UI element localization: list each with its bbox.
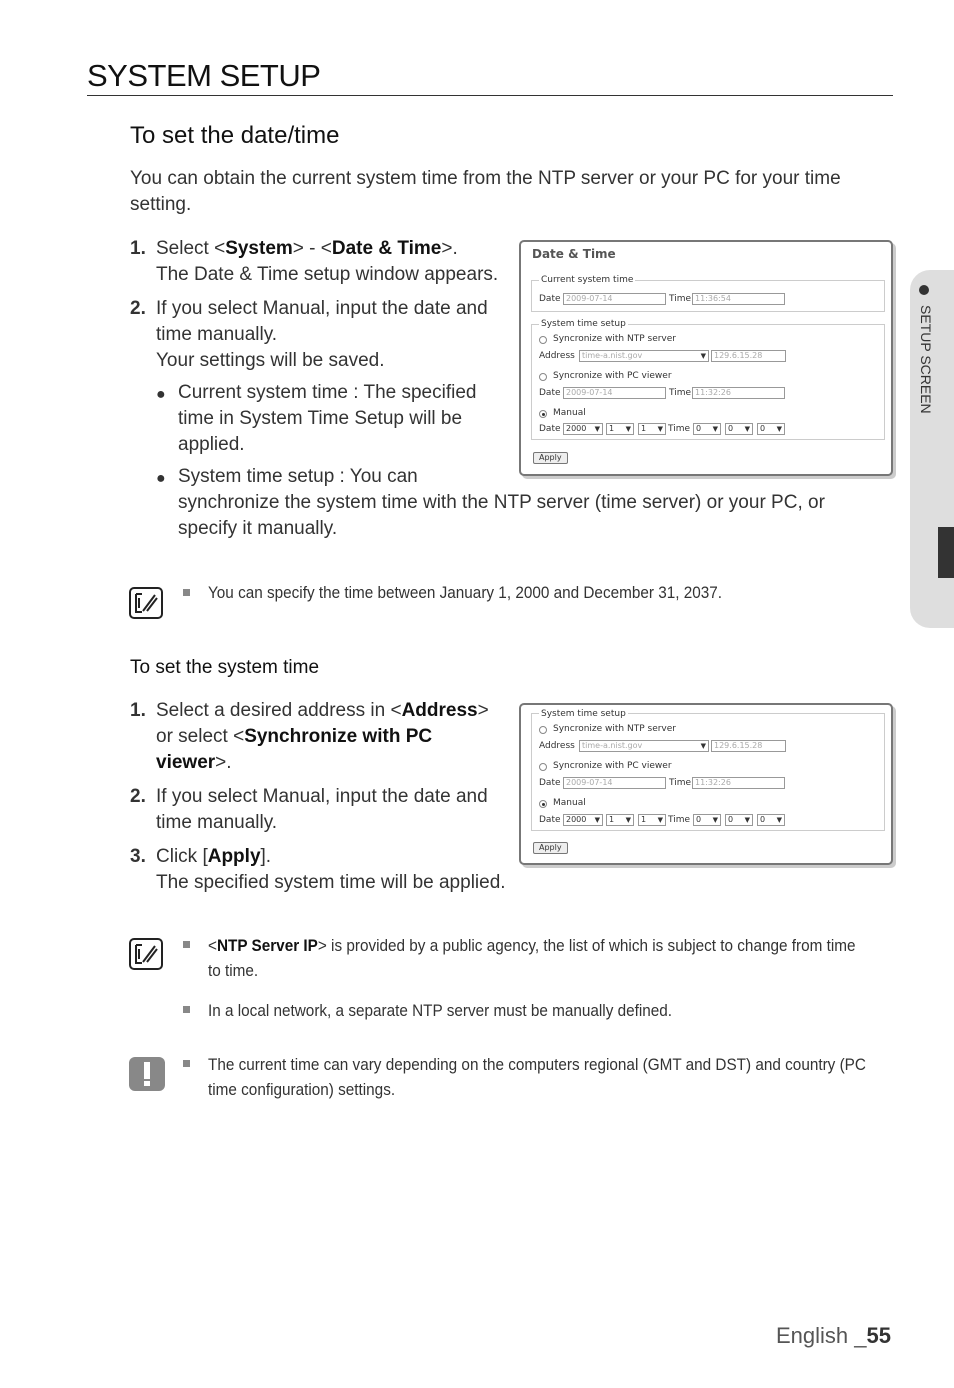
manual-label: Manual (553, 798, 586, 808)
step-number: 1. (130, 700, 146, 721)
step-text: Click [Apply]. (156, 846, 272, 867)
step-text: Your settings will be saved. (156, 350, 385, 371)
step-number: 1. (130, 238, 146, 259)
step-number: 2. (130, 298, 146, 319)
manual-radio[interactable] (539, 410, 547, 418)
address-label: Address (539, 351, 575, 361)
time-label: Time (669, 778, 692, 788)
note-bullet (183, 1060, 190, 1067)
step-text: time manually. (156, 324, 278, 345)
bullet-icon: ● (156, 470, 166, 487)
address-select[interactable]: time-a.nist.gov ▼ (579, 350, 709, 362)
bullet-text: Current system time : The specified (178, 382, 477, 403)
note-bullet (183, 941, 190, 948)
note-text: In a local network, a separate NTP server must be manually defined. (208, 1001, 673, 1020)
pc-date-field[interactable]: 2009-07-14 (563, 777, 666, 789)
manual-label: Manual (553, 408, 586, 418)
note-icon (129, 938, 163, 970)
pc-time-field[interactable]: 11:32:26 (692, 777, 785, 789)
time-label: Time (668, 815, 691, 825)
time-label: Time (669, 388, 692, 398)
step-text: If you select Manual, input the date and (156, 786, 488, 807)
current-date-field[interactable]: 2009-07-14 (563, 293, 666, 305)
step-text: viewer>. (156, 752, 232, 773)
side-tab-dot (919, 285, 929, 295)
warning-text: The current time can vary depending on the computers regional (GMT and DST) and country (PC time configuration) settings. (208, 1055, 866, 1099)
ntp-radio[interactable] (539, 726, 547, 734)
date-label: Date (539, 388, 561, 398)
title-rule (87, 95, 893, 96)
side-tab-marker (938, 527, 954, 578)
ntp-label: Syncronize with NTP server (553, 334, 676, 344)
bullet-text: time in System Time Setup will be (178, 408, 463, 429)
second-select[interactable]: 0 ▼ (757, 423, 785, 435)
side-tab-label: SETUP SCREEN (918, 305, 934, 414)
step-text: The specified system time will be applied. (156, 872, 506, 893)
bullet-text: System time setup : You can (178, 466, 418, 487)
step-number: 2. (130, 786, 146, 807)
day-select[interactable]: 1 ▼ (638, 814, 666, 826)
note-text: <NTP Server IP> is provided by a public agency, the list of which is subject to change from time to time. (208, 936, 856, 980)
fieldset-legend: System time setup (541, 709, 626, 719)
ip-field[interactable]: 129.6.15.28 (711, 350, 786, 362)
steps-list-2 (130, 698, 530, 898)
ip-field[interactable]: 129.6.15.28 (711, 740, 786, 752)
step-text: or select <Synchronize with PC (156, 726, 433, 747)
day-select[interactable]: 1 ▼ (638, 423, 666, 435)
section-heading-date-time: To set the date/time (130, 122, 340, 149)
pc-viewer-radio[interactable] (539, 373, 547, 381)
note-text: You can specify the time between January 1, 2000 and December 31, 2037. (208, 583, 723, 602)
time-label: Time (669, 294, 692, 304)
year-select[interactable]: 2000 ▼ (563, 814, 603, 826)
date-label: Date (539, 778, 561, 788)
bullet-text: specify it manually. (178, 518, 338, 539)
ntp-label: Syncronize with NTP server (553, 724, 676, 734)
fieldset-legend: System time setup (541, 319, 626, 329)
bullet-icon: ● (156, 386, 166, 403)
pc-viewer-radio[interactable] (539, 763, 547, 771)
page-title: SYSTEM SETUP (87, 58, 321, 93)
section-heading-system-time: To set the system time (130, 657, 320, 678)
month-select[interactable]: 1 ▼ (606, 423, 634, 435)
minute-select[interactable]: 0 ▼ (725, 814, 753, 826)
manual-radio[interactable] (539, 800, 547, 808)
pc-viewer-label: Syncronize with PC viewer (553, 761, 672, 771)
note-bullet (183, 1006, 190, 1013)
month-select[interactable]: 1 ▼ (606, 814, 634, 826)
step-text: time manually. (156, 812, 278, 833)
page-footer: English _55 (776, 1323, 891, 1348)
step-number: 3. (130, 846, 146, 867)
hour-select[interactable]: 0 ▼ (693, 423, 721, 435)
apply-button[interactable]: Apply (533, 842, 568, 854)
note-icon (129, 587, 163, 619)
date-label: Date (539, 815, 561, 825)
panel-title: Date & Time (532, 247, 616, 261)
hour-select[interactable]: 0 ▼ (693, 814, 721, 826)
pc-time-field[interactable]: 11:32:26 (692, 387, 785, 399)
step-text: If you select Manual, input the date and (156, 298, 488, 319)
second-select[interactable]: 0 ▼ (757, 814, 785, 826)
step-text: Select a desired address in <Address> (156, 700, 489, 721)
address-select[interactable]: time-a.nist.gov ▼ (579, 740, 709, 752)
step-text: The Date & Time setup window appears. (156, 264, 499, 285)
bullet-text: applied. (178, 434, 245, 455)
bullet-text: synchronize the system time with the NTP server (time server) or your PC, or (178, 492, 825, 513)
warning-icon (129, 1057, 165, 1091)
year-select[interactable]: 2000 ▼ (563, 423, 603, 435)
intro-paragraph: You can obtain the current system time from the NTP server or your PC for your time setting. (130, 168, 841, 215)
date-label: Date (539, 294, 561, 304)
pencil-icon (133, 591, 159, 615)
exclamation-icon (142, 1061, 152, 1087)
ntp-radio[interactable] (539, 336, 547, 344)
address-label: Address (539, 741, 575, 751)
pc-date-field[interactable]: 2009-07-14 (563, 387, 666, 399)
date-label: Date (539, 424, 561, 434)
time-label: Time (668, 424, 691, 434)
fieldset-legend: Current system time (541, 275, 634, 285)
pencil-icon (133, 942, 159, 966)
current-time-field[interactable]: 11:36:54 (692, 293, 785, 305)
pc-viewer-label: Syncronize with PC viewer (553, 371, 672, 381)
date-time-panel (519, 240, 893, 476)
step-text: Select <System> - <Date & Time>. (156, 238, 458, 259)
apply-button[interactable]: Apply (533, 452, 568, 464)
note-bullet (183, 589, 190, 596)
system-time-panel (519, 703, 893, 865)
minute-select[interactable]: 0 ▼ (725, 423, 753, 435)
